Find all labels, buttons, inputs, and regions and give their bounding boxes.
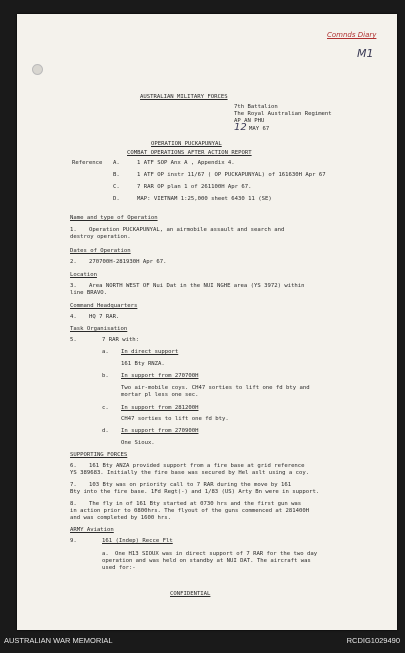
footer-record-id: RCDIG1029490 xyxy=(346,636,400,645)
para-text: HQ 7 RAR. xyxy=(89,314,120,320)
ref-letter: C. xyxy=(113,184,120,190)
para-text: Operation PUCKAPUNYAL, an airmobile assault and search and xyxy=(89,227,285,233)
para-number: 6. xyxy=(70,463,77,469)
para-number: 2. xyxy=(70,259,77,265)
task-heading: In direct support xyxy=(121,349,179,355)
ref-text: 7 RAR OP plan 1 of 261100H Apr 67. xyxy=(137,184,252,190)
para-text: 161 Bty ANZA provided support from a fire base at grid reference xyxy=(89,463,305,469)
para-text: 103 Bty was on priority call to 7 RAR during the move by 161 xyxy=(89,482,292,488)
document-page xyxy=(17,14,397,630)
task-heading: In support from 270900H xyxy=(121,428,199,434)
footer-archive-name: AUSTRALIAN WAR MEMORIAL xyxy=(4,636,113,645)
handwritten-note: Comnds Diary xyxy=(327,31,377,39)
doc-heading: AUSTRALIAN MILITARY FORCES xyxy=(140,94,228,100)
task-text: mortar pl less one sec. xyxy=(121,392,199,398)
task-letter: c. xyxy=(102,405,109,411)
para-number: 3. xyxy=(70,283,77,289)
reference-label: Reference xyxy=(72,160,103,166)
section-heading: ARMY Aviation xyxy=(70,527,114,533)
task-text: One Sioux. xyxy=(121,440,155,446)
classification-marking: CONFIDENTIAL xyxy=(170,591,211,597)
section-heading: SUPPORTING FORCES xyxy=(70,452,128,458)
section-heading: Task Organisation xyxy=(70,326,128,332)
para-text: Area NORTH WEST OF Nui Dat in the NUI NGHE area (YS 3972) within xyxy=(89,283,305,289)
task-heading: In support from 270700H xyxy=(121,373,199,379)
handwritten-mark: M1 xyxy=(357,47,374,60)
para-number: 9. xyxy=(70,538,77,544)
para-text: The fly in of 161 Bty started at 0730 hrs and the first gun was xyxy=(89,501,302,507)
unit-name: 7th Battalion xyxy=(234,104,278,110)
para-text: destroy operation. xyxy=(70,234,131,240)
para-heading: 161 (Indep) Recce Flt xyxy=(102,538,173,544)
para-number: 1. xyxy=(70,227,77,233)
ref-letter: B. xyxy=(113,172,120,178)
para-text: used for:- xyxy=(102,565,136,571)
para-number: 4. xyxy=(70,314,77,320)
ref-text: 1 ATF OP instr 11/67 ( OP PUCKAPUNYAL) of 161630H Apr 67 xyxy=(137,172,326,178)
task-letter: d. xyxy=(102,428,109,434)
sub-letter: a. xyxy=(102,551,109,557)
para-text: and was completed by 1600 hrs. xyxy=(70,515,172,521)
task-text: Two air-mobile coys. CH47 sorties to lift one fd bty and xyxy=(121,385,310,391)
para-text: One H13 SIOUX was in direct support of 7 RAR for the two day xyxy=(115,551,318,557)
para-number: 7. xyxy=(70,482,77,488)
task-letter: b. xyxy=(102,373,109,379)
punch-hole xyxy=(32,64,43,75)
para-text: operation and was held on standby at NUI DAT. The aircraft was xyxy=(102,558,311,564)
operation-name: OPERATION PUCKAPUNYAL xyxy=(151,141,222,147)
para-text: in action prior to 0800hrs. The flyout of the guns commenced at 281400H xyxy=(70,508,310,514)
para-text: line BRAVO. xyxy=(70,290,108,296)
task-text: 161 Bty RNZA. xyxy=(121,361,165,367)
ref-text: MAP: VIETNAM 1:25,000 sheet 6430 11 (SE) xyxy=(137,196,272,202)
para-text: 270700H-281930H Apr 67. xyxy=(89,259,167,265)
section-heading: Location xyxy=(70,272,97,278)
para-number: 8. xyxy=(70,501,77,507)
ref-text: 1 ATF SOP Anx A , Appendix 4. xyxy=(137,160,235,166)
handwritten-date: 12 xyxy=(234,122,247,133)
task-heading: In support from 281200H xyxy=(121,405,199,411)
para-text: Bty into the fire base. 1Fd Regt(-) and 1/83 (US) Arty Bn were in support. xyxy=(70,489,320,495)
section-heading: Command Headquarters xyxy=(70,303,138,309)
post-name: AP AN PHU xyxy=(234,118,265,124)
section-heading: Name and type of Operation xyxy=(70,215,158,221)
report-title: COMBAT OPERATIONS AFTER ACTION REPORT xyxy=(127,150,252,156)
para-text: 7 RAR with: xyxy=(102,337,140,343)
task-text: CH47 sorties to lift one fd bty. xyxy=(121,416,229,422)
section-heading: Dates of Operation xyxy=(70,248,131,254)
para-text: YS 389683. Initially the fire base was secured by Hel aslt using a coy. xyxy=(70,470,310,476)
ref-letter: D. xyxy=(113,196,120,202)
regiment-name: The Royal Australian Regiment xyxy=(234,111,332,117)
task-letter: a. xyxy=(102,349,109,355)
para-number: 5. xyxy=(70,337,77,343)
ref-letter: A. xyxy=(113,160,120,166)
typed-date: MAY 67 xyxy=(249,126,270,132)
